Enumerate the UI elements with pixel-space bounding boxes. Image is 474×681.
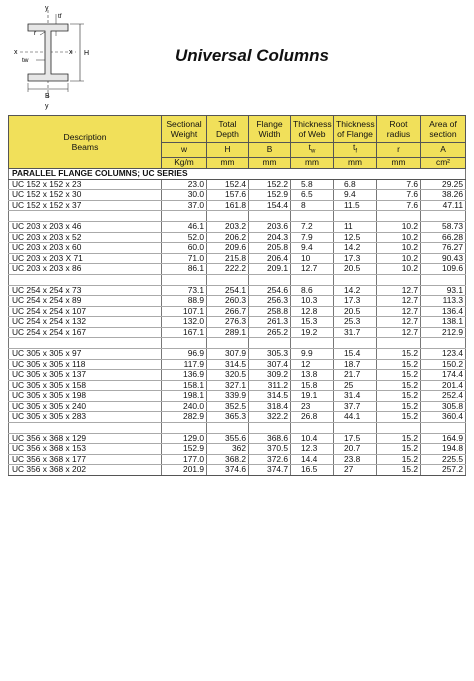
row-value: 12.7 (377, 317, 421, 328)
row-value: 10.2 (377, 243, 421, 254)
row-value: 138.1 (421, 317, 466, 328)
row-designation: UC 254 x 254 x 73 (9, 285, 162, 296)
row-value: 20.5 (334, 306, 377, 317)
diagram-label-y-top: y (45, 5, 49, 12)
row-value: 10 (291, 253, 334, 264)
row-value: 15.2 (377, 391, 421, 402)
row-value: 12.7 (377, 327, 421, 338)
header-col-unit: Kg/m (162, 157, 207, 168)
row-value: 30.0 (162, 190, 207, 201)
spacer-cell (421, 211, 466, 222)
row-value: 76.27 (421, 243, 466, 254)
table-row (9, 349, 466, 360)
row-value: 203.2 (207, 222, 249, 233)
row-value: 12.7 (377, 285, 421, 296)
row-designation: UC 254 x 254 x 89 (9, 296, 162, 307)
diagram-label-tf: tf (58, 13, 62, 20)
row-designation: UC 152 x 152 x 30 (9, 190, 162, 201)
row-value: 12.7 (377, 306, 421, 317)
spacer-cell (162, 338, 207, 349)
row-value: 23 (291, 401, 334, 412)
row-value: 314.5 (249, 391, 291, 402)
header-col-unit: mm (207, 157, 249, 168)
row-designation: UC 254 x 254 x 107 (9, 306, 162, 317)
row-value: 10.2 (377, 264, 421, 275)
spacer-cell (421, 338, 466, 349)
spacer-cell (291, 211, 334, 222)
row-value: 167.1 (162, 327, 207, 338)
row-value: 209.6 (207, 243, 249, 254)
row-value: 289.1 (207, 327, 249, 338)
row-value: 374.6 (207, 465, 249, 476)
row-value: 52.0 (162, 232, 207, 243)
row-value: 276.3 (207, 317, 249, 328)
row-value: 158.1 (162, 380, 207, 391)
row-value: 14.4 (291, 454, 334, 465)
row-designation: UC 305 x 305 x 198 (9, 391, 162, 402)
row-value: 365.3 (207, 412, 249, 423)
row-value: 374.7 (249, 465, 291, 476)
row-value: 66.28 (421, 232, 466, 243)
table-row (9, 200, 466, 211)
row-value: 152.9 (249, 190, 291, 201)
row-value: 6.5 (291, 190, 334, 201)
row-value: 25 (334, 380, 377, 391)
row-value: 31.7 (334, 327, 377, 338)
row-value: 15.2 (377, 412, 421, 423)
row-value: 31.4 (334, 391, 377, 402)
row-designation: UC 254 x 254 x 167 (9, 327, 162, 338)
row-value: 21.7 (334, 370, 377, 381)
row-value: 152.2 (249, 179, 291, 190)
header-col-label: Area of section (421, 116, 466, 143)
row-value: 9.4 (291, 243, 334, 254)
row-value: 11.5 (334, 200, 377, 211)
row-value: 355.6 (207, 433, 249, 444)
table-row (9, 222, 466, 233)
header-col-symbol: w (162, 143, 207, 158)
row-value: 9.4 (334, 190, 377, 201)
row-value: 206.4 (249, 253, 291, 264)
row-value: 161.8 (207, 200, 249, 211)
page-title: Universal Columns (175, 46, 329, 65)
row-designation: UC 305 x 305 x 240 (9, 401, 162, 412)
row-value: 15.2 (377, 401, 421, 412)
row-value: 257.2 (421, 465, 466, 476)
row-designation: UC 203 x 203 x 46 (9, 222, 162, 233)
row-value: 215.8 (207, 253, 249, 264)
row-value: 60.0 (162, 243, 207, 254)
row-value: 46.1 (162, 222, 207, 233)
header-col-unit: mm (291, 157, 334, 168)
i-beam-diagram (4, 2, 114, 110)
row-designation: UC 356 x 368 x 202 (9, 465, 162, 476)
header-col-symbol: B (249, 143, 291, 158)
row-designation: UC 305 x 305 x 97 (9, 349, 162, 360)
table-row (9, 359, 466, 370)
row-value: 305.3 (249, 349, 291, 360)
spacer-cell (162, 211, 207, 222)
row-value: 88.9 (162, 296, 207, 307)
diagram-label-tw: tw (22, 57, 29, 64)
row-value: 12.7 (377, 296, 421, 307)
row-value: 17.3 (334, 296, 377, 307)
row-designation: UC 305 x 305 x 158 (9, 380, 162, 391)
row-value: 307.9 (207, 349, 249, 360)
spacer-cell (9, 274, 162, 285)
spacer-cell (162, 422, 207, 433)
row-value: 10.3 (291, 296, 334, 307)
header-col-label: Root radius (377, 116, 421, 143)
row-value: 204.3 (249, 232, 291, 243)
table-row (9, 454, 466, 465)
row-value: 352.5 (207, 401, 249, 412)
row-value: 7.9 (291, 232, 334, 243)
row-value: 12.3 (291, 444, 334, 455)
row-designation: UC 356 x 368 x 177 (9, 454, 162, 465)
row-value: 13.8 (291, 370, 334, 381)
row-value: 15.2 (377, 359, 421, 370)
row-value: 19.1 (291, 391, 334, 402)
row-value: 7.6 (377, 179, 421, 190)
row-value: 17.5 (334, 433, 377, 444)
row-value: 266.7 (207, 306, 249, 317)
row-value: 240.0 (162, 401, 207, 412)
row-value: 164.9 (421, 433, 466, 444)
row-value: 225.5 (421, 454, 466, 465)
header-col-symbol: r (377, 143, 421, 158)
row-value: 17.3 (334, 253, 377, 264)
row-value: 209.1 (249, 264, 291, 275)
row-value: 44.1 (334, 412, 377, 423)
row-value: 307.4 (249, 359, 291, 370)
row-value: 265.2 (249, 327, 291, 338)
row-value: 205.8 (249, 243, 291, 254)
row-value: 90.43 (421, 253, 466, 264)
row-value: 37.7 (334, 401, 377, 412)
row-value: 254.1 (207, 285, 249, 296)
row-designation: UC 254 x 254 x 132 (9, 317, 162, 328)
row-value: 258.8 (249, 306, 291, 317)
diagram-label-x-left: x (14, 49, 18, 56)
table-row (9, 465, 466, 476)
row-value: 15.2 (377, 465, 421, 476)
row-value: 71.0 (162, 253, 207, 264)
row-value: 16.5 (291, 465, 334, 476)
table-row (9, 370, 466, 381)
row-value: 25.3 (334, 317, 377, 328)
row-designation: UC 305 x 305 x 283 (9, 412, 162, 423)
row-designation: UC 203 x 203 x 60 (9, 243, 162, 254)
row-value: 212.9 (421, 327, 466, 338)
table-row (9, 401, 466, 412)
table-row (9, 253, 466, 264)
row-value: 129.0 (162, 433, 207, 444)
row-designation: UC 356 x 368 x 153 (9, 444, 162, 455)
header-col-unit: mm (334, 157, 377, 168)
row-value: 10.2 (377, 253, 421, 264)
row-value: 177.0 (162, 454, 207, 465)
spacer-cell (162, 274, 207, 285)
row-value: 311.2 (249, 380, 291, 391)
spacer-cell (249, 338, 291, 349)
spacer-cell (334, 338, 377, 349)
spacer-cell (207, 274, 249, 285)
row-value: 368.2 (207, 454, 249, 465)
row-value: 93.1 (421, 285, 466, 296)
row-value: 86.1 (162, 264, 207, 275)
row-value: 15.2 (377, 349, 421, 360)
row-value: 47.11 (421, 200, 466, 211)
symbol-subscript: f (355, 148, 357, 155)
row-designation: UC 305 x 305 x 118 (9, 359, 162, 370)
row-value: 157.6 (207, 190, 249, 201)
spacer-cell (334, 211, 377, 222)
spacer-cell (249, 422, 291, 433)
row-value: 9.9 (291, 349, 334, 360)
spacer-cell (9, 422, 162, 433)
table-row (9, 296, 466, 307)
row-value: 154.4 (249, 200, 291, 211)
table-header-row (9, 116, 466, 143)
row-value: 150.2 (421, 359, 466, 370)
row-value: 252.4 (421, 391, 466, 402)
row-designation: UC 152 x 152 x 23 (9, 179, 162, 190)
spacer-cell (291, 274, 334, 285)
header-col-unit: mm (377, 157, 421, 168)
diagram-label-y-bottom: y (45, 103, 49, 110)
row-value: 96.9 (162, 349, 207, 360)
row-value: 222.2 (207, 264, 249, 275)
table-row (9, 391, 466, 402)
row-designation: UC 203 x 203 X 71 (9, 253, 162, 264)
table-row (9, 190, 466, 201)
row-value: 362 (207, 444, 249, 455)
row-value: 15.2 (377, 380, 421, 391)
header-col-symbol: A (421, 143, 466, 158)
row-value: 339.9 (207, 391, 249, 402)
spacer-cell (207, 422, 249, 433)
row-designation: UC 203 x 203 x 52 (9, 232, 162, 243)
spacer-cell (377, 422, 421, 433)
diagram-label-h: H (84, 50, 90, 57)
row-value: 12.7 (291, 264, 334, 275)
header-col-unit: mm (249, 157, 291, 168)
row-value: 23.0 (162, 179, 207, 190)
row-value: 261.3 (249, 317, 291, 328)
row-value: 282.9 (162, 412, 207, 423)
row-value: 20.7 (334, 444, 377, 455)
row-value: 14.2 (334, 243, 377, 254)
row-value: 113.3 (421, 296, 466, 307)
header-col-label: Sectional Weight (162, 116, 207, 143)
row-value: 27 (334, 465, 377, 476)
row-value: 372.6 (249, 454, 291, 465)
row-value: 254.6 (249, 285, 291, 296)
header-col-symbol: H (207, 143, 249, 158)
spacer-cell (207, 211, 249, 222)
row-value: 174.4 (421, 370, 466, 381)
spacer-cell (377, 274, 421, 285)
row-value: 123.4 (421, 349, 466, 360)
row-value: 201.9 (162, 465, 207, 476)
spacer-cell (291, 338, 334, 349)
table-row (9, 433, 466, 444)
row-value: 23.8 (334, 454, 377, 465)
row-value: 368.6 (249, 433, 291, 444)
row-designation: UC 152 x 152 x 37 (9, 200, 162, 211)
table-row (9, 317, 466, 328)
row-value: 10.2 (377, 232, 421, 243)
header-col-symbol: $t_f$ (334, 143, 377, 158)
row-value: 203.6 (249, 222, 291, 233)
row-value: 73.1 (162, 285, 207, 296)
row-value: 20.5 (334, 264, 377, 275)
header-col-symbol: $t_w$ (291, 143, 334, 158)
row-value: 198.1 (162, 391, 207, 402)
spacer-cell (377, 211, 421, 222)
row-value: 10.4 (291, 433, 334, 444)
row-value: 360.4 (421, 412, 466, 423)
row-value: 14.2 (334, 285, 377, 296)
row-value: 19.2 (291, 327, 334, 338)
row-value: 318.4 (249, 401, 291, 412)
table-row (9, 380, 466, 391)
row-value: 11 (334, 222, 377, 233)
row-value: 305.8 (421, 401, 466, 412)
header-col-label: Thickness of Web (291, 116, 334, 143)
table-body (9, 116, 466, 476)
group-spacer (9, 211, 466, 222)
group-spacer (9, 422, 466, 433)
row-value: 15.2 (377, 454, 421, 465)
row-value: 152.9 (162, 444, 207, 455)
row-value: 322.2 (249, 412, 291, 423)
row-value: 7.2 (291, 222, 334, 233)
header-col-label: Total Depth (207, 116, 249, 143)
row-designation: UC 305 x 305 x 137 (9, 370, 162, 381)
table-row (9, 264, 466, 275)
symbol-subscript: w (310, 148, 316, 155)
universal-columns-table (8, 115, 466, 476)
spacer-cell (207, 338, 249, 349)
diagram-label-b: B (45, 93, 50, 100)
group-spacer (9, 338, 466, 349)
spacer-cell (291, 422, 334, 433)
diagram-label-r: r (34, 30, 37, 37)
row-value: 8 (291, 200, 334, 211)
spacer-cell (421, 422, 466, 433)
table-row (9, 179, 466, 190)
table-row (9, 444, 466, 455)
row-value: 15.2 (377, 370, 421, 381)
row-value: 327.1 (207, 380, 249, 391)
row-value: 320.5 (207, 370, 249, 381)
row-value: 6.8 (334, 179, 377, 190)
row-value: 38.26 (421, 190, 466, 201)
row-value: 260.3 (207, 296, 249, 307)
spacer-cell (9, 338, 162, 349)
row-value: 136.4 (421, 306, 466, 317)
row-value: 7.6 (377, 190, 421, 201)
section-title-row (9, 168, 466, 179)
header-col-unit: cm² (421, 157, 466, 168)
row-value: 18.7 (334, 359, 377, 370)
row-value: 15.4 (334, 349, 377, 360)
row-value: 206.2 (207, 232, 249, 243)
spacer-cell (334, 422, 377, 433)
spacer-cell (249, 211, 291, 222)
row-value: 152.4 (207, 179, 249, 190)
row-value: 7.6 (377, 200, 421, 211)
table-row (9, 306, 466, 317)
row-value: 109.6 (421, 264, 466, 275)
row-value: 107.1 (162, 306, 207, 317)
table-row (9, 232, 466, 243)
row-value: 194.8 (421, 444, 466, 455)
row-value: 370.5 (249, 444, 291, 455)
row-value: 136.9 (162, 370, 207, 381)
spacer-cell (9, 211, 162, 222)
row-designation: UC 356 x 368 x 129 (9, 433, 162, 444)
row-value: 10.2 (377, 222, 421, 233)
row-value: 15.2 (377, 433, 421, 444)
row-value: 314.5 (207, 359, 249, 370)
section-title: PARALLEL FLANGE COLUMNS; UC SERIES (9, 168, 466, 179)
row-value: 309.2 (249, 370, 291, 381)
table-row (9, 412, 466, 423)
row-value: 15.3 (291, 317, 334, 328)
row-value: 256.3 (249, 296, 291, 307)
table-row (9, 327, 466, 338)
spacer-cell (421, 274, 466, 285)
row-value: 117.9 (162, 359, 207, 370)
row-value: 12.5 (334, 232, 377, 243)
row-value: 8.6 (291, 285, 334, 296)
row-value: 12.8 (291, 306, 334, 317)
table-row (9, 243, 466, 254)
group-spacer (9, 274, 466, 285)
row-value: 15.2 (377, 444, 421, 455)
row-value: 26.8 (291, 412, 334, 423)
row-value: 12 (291, 359, 334, 370)
row-value: 29.25 (421, 179, 466, 190)
row-value: 58.73 (421, 222, 466, 233)
header-col-label: Flange Width (249, 116, 291, 143)
row-value: 37.0 (162, 200, 207, 211)
header-description: Description Beams (9, 116, 162, 169)
diagram-label-x-right: x (69, 49, 73, 56)
header-col-label: Thickness of Flange (334, 116, 377, 143)
table-row (9, 285, 466, 296)
row-designation: UC 203 x 203 x 86 (9, 264, 162, 275)
row-value: 5.8 (291, 179, 334, 190)
spacer-cell (249, 274, 291, 285)
spacer-cell (334, 274, 377, 285)
row-value: 15.8 (291, 380, 334, 391)
spacer-cell (377, 338, 421, 349)
row-value: 132.0 (162, 317, 207, 328)
row-value: 201.4 (421, 380, 466, 391)
